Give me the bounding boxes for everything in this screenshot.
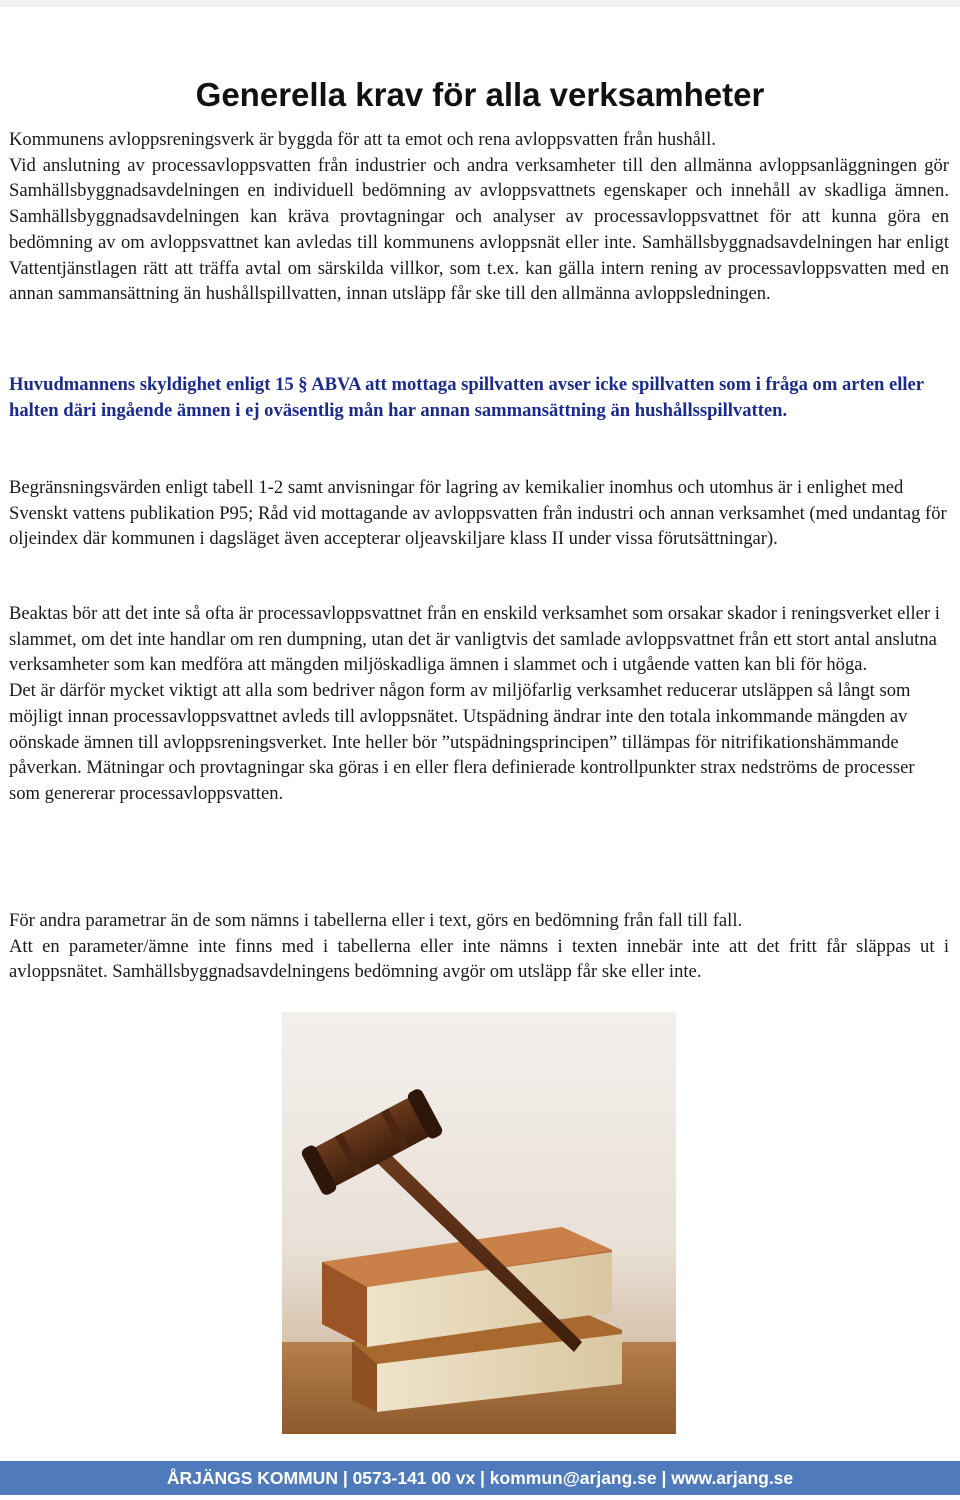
- limits-paragraph: Begränsningsvärden enligt tabell 1-2 samt anvisningar för lagring av kemikalier inomhus och utomhus är i enlighet med Svenskt vattens publikation P95; Råd vid mottagande av avloppsvatten från industri och annan verksamhet (med undantag för oljeindex där kommunen i dagsläget även accepterar oljeavskiljare klass II under vissa förutsättningar).: [9, 477, 947, 550]
- page-title: Generella krav för alla verksamheter: [195, 76, 765, 113]
- intro-body: Vid anslutning av processavloppsvatten från industrier och andra verksamheter till den allmänna avloppsanläggningen gör Samhällsbyggnadsavdelningen en individuell bedömning av avloppsvattnets egenskaper och innehåll av skadliga ämnen. Samhällsbyggnadsavdelningen kan kräva provtagningar och analyser av processavloppsvattnet för att kunna göra en bedömning av om avloppsvattnet kan avledas till kommunens avloppsnät eller inte. Samhällsbyggnadsavdelningen har enligt Vattentjänstlagen rätt att träffa avtal om särskilda villkor, som t.ex. kan gälla intern rening av processavloppsvatten med en annan sammansättning än hushållspillvatten, innan utsläpp får ske till den allmänna avloppsledningen.: [9, 154, 949, 305]
- andra-line: För andra parametrar än de som nämns i tabellerna eller i text, görs en bedömning från fall till fall.: [9, 910, 743, 931]
- beaktas-text: Beaktas bör att det inte så ofta är processavloppsvattnet från en enskild verksamhet som orsakar skador i reningsverket eller i slammet, om det inte handlar om ren dumpning, utan det är vanligtvis det samlade avloppsvattnet från ett stort antal anslutna verksamheter som kan medföra att mängden miljöskadliga ämnen i slammet och i utgående vatten kan bli för höga.: [9, 603, 940, 676]
- viktigt-text: Det är därför mycket viktigt att alla som bedriver någon form av miljöfarlig verksamhet reducerar utsläppen så långt som möjligt innan processavloppsvattnet avleds till avloppsnätet. Utspädning ändrar inte den totala inkommande mängden av oönskade ämnen till avloppsreningsverket. Inte heller bör ”utspädningsprincipen” tillämpas för nitrifikationshämmande påverkan. Mätningar och provtagningar ska göras i en eller flera definierade kontrollpunkter strax nedströms de processer som genererar processavloppsvatten.: [9, 680, 915, 804]
- andra-body: Att en parameter/ämne inte finns med i tabellerna eller inte nämns i texten innebär inte att det fritt får släppas ut i avloppsnätet. Samhällsbyggnadsavdelningens bedömning avgör om utsläpp får ske eller inte.: [9, 935, 949, 983]
- andra-parametrar-paragraph: [9, 908, 949, 985]
- gavel-and-books-photo: [282, 1012, 676, 1434]
- intro-paragraph: [9, 127, 949, 307]
- intro-line: Kommunens avloppsreningsverk är byggda för att ta emot och rena avloppsvatten från hushåll.: [9, 129, 716, 150]
- beaktas-paragraph: [9, 601, 949, 807]
- footer-contact-bar: ÅRJÄNGS KOMMUN | 0573-141 00 vx | kommun@arjang.se | www.arjang.se: [0, 1461, 960, 1495]
- top-rule: [0, 0, 960, 7]
- abva-highlight-paragraph: Huvudmannens skyldighet enligt 15 § ABVA att mottaga spillvatten avser icke spillvatten som i fråga om arten eller halten däri ingående ämnen i ej oväsentlig mån har annan sammansättning än hushållsspillvatten.: [9, 374, 924, 421]
